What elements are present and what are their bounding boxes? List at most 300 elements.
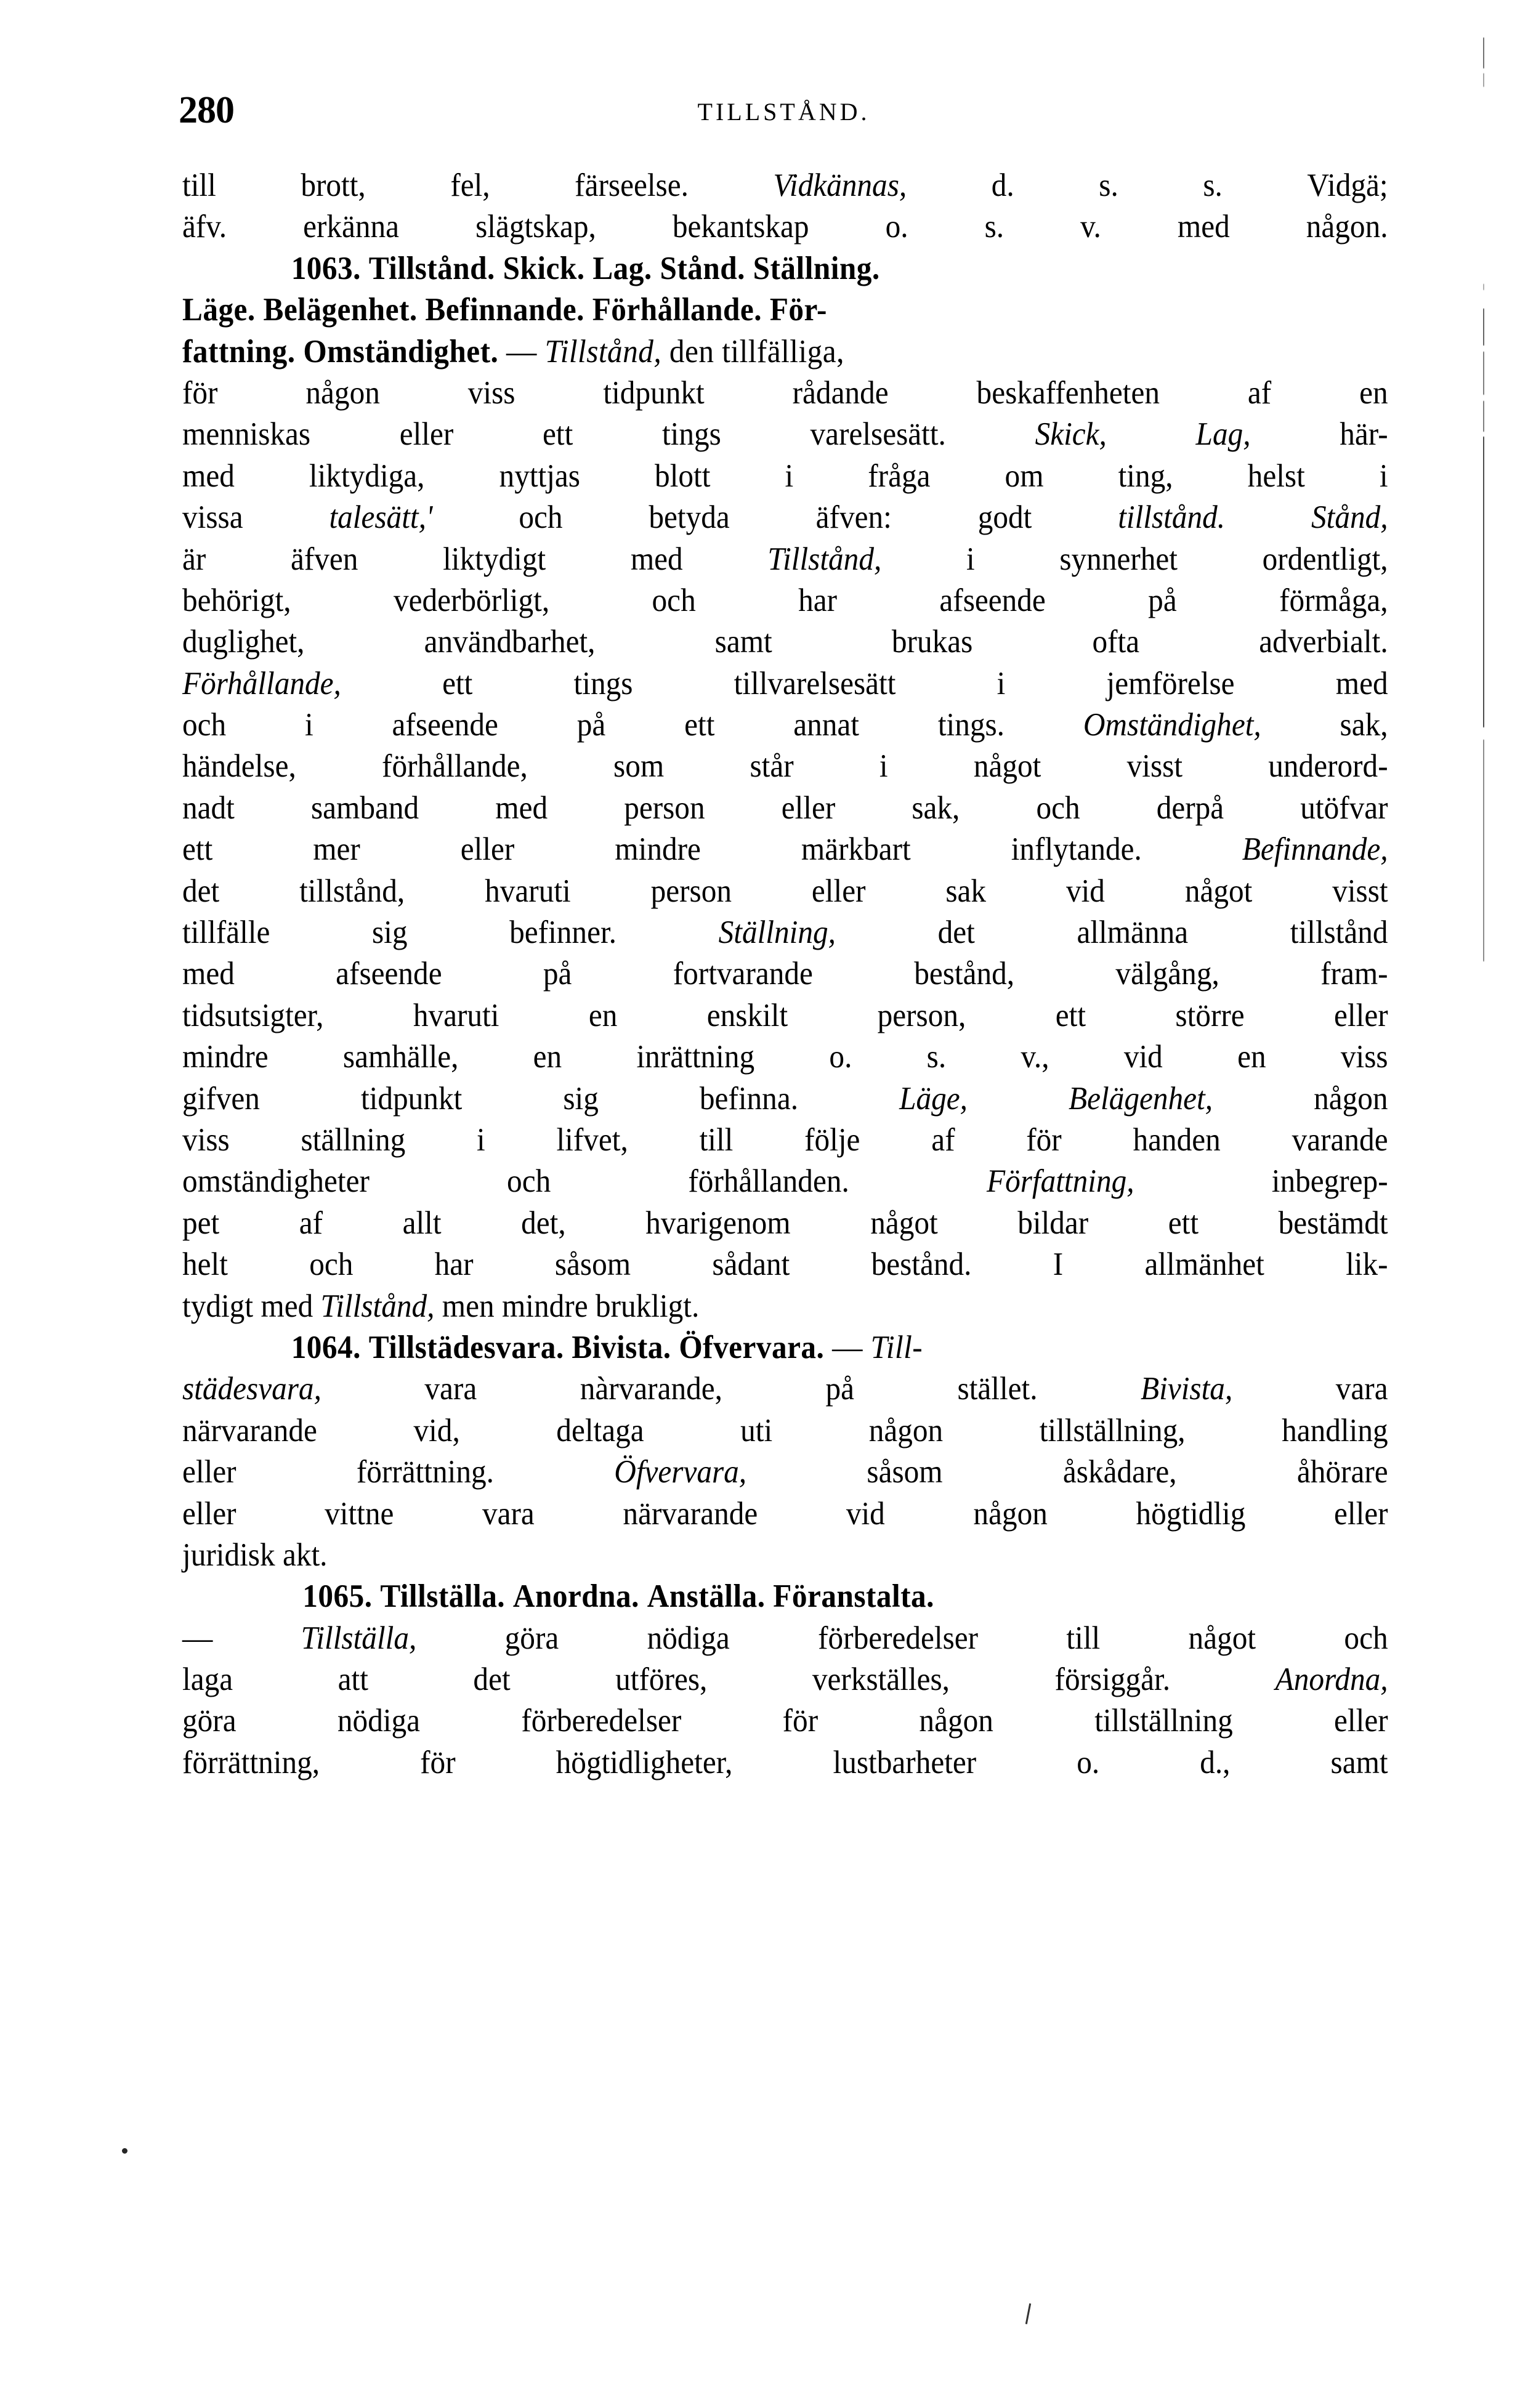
text-line bbox=[182, 165, 1388, 206]
text-word: ordentligt, bbox=[1262, 541, 1388, 577]
text-word: med bbox=[630, 541, 683, 577]
text-word: som bbox=[613, 748, 665, 785]
text-word: uti bbox=[740, 1412, 773, 1448]
text-word: nödiga bbox=[647, 1620, 730, 1656]
text-word: viss bbox=[467, 374, 515, 411]
text-word: d. bbox=[991, 168, 1014, 203]
text-word: ett bbox=[1055, 997, 1086, 1033]
running-head-title: TILLSTÅND. bbox=[697, 98, 870, 126]
text-word: lifvet, bbox=[556, 1121, 628, 1158]
text-word: fattning. bbox=[182, 333, 296, 370]
text-word: Belägenhet. bbox=[263, 292, 418, 328]
text-line bbox=[182, 1036, 1388, 1078]
text-word: en bbox=[588, 997, 618, 1033]
text-word: pet bbox=[182, 1205, 220, 1241]
text-word: duglighet, bbox=[182, 624, 305, 660]
text-word: nyttjas bbox=[499, 458, 580, 494]
text-word: vid bbox=[846, 1495, 885, 1532]
text-word: det, bbox=[521, 1205, 566, 1241]
text-word: förmåga, bbox=[1279, 582, 1388, 618]
text-word: nadt bbox=[182, 790, 235, 826]
text-word: förberedelser bbox=[521, 1703, 682, 1739]
text-line bbox=[182, 953, 1388, 995]
text-word: hvaruti bbox=[485, 873, 571, 909]
text-word: utöfvar bbox=[1300, 790, 1388, 826]
text-line bbox=[182, 621, 1388, 663]
text-word: tings bbox=[573, 665, 633, 701]
text-word: den bbox=[669, 333, 714, 370]
text-word: vederbörligt, bbox=[393, 582, 550, 618]
text-word: behörigt, bbox=[182, 582, 291, 618]
text-word: äfv. bbox=[182, 209, 227, 245]
body-text-block bbox=[182, 165, 1388, 1784]
text-word: I bbox=[1053, 1246, 1064, 1283]
text-word: o. bbox=[1077, 1744, 1100, 1780]
text-word: godt bbox=[977, 499, 1032, 536]
text-word: Skick. bbox=[503, 250, 585, 286]
text-line bbox=[182, 580, 1388, 621]
text-word: någon bbox=[919, 1703, 993, 1739]
text-word: något bbox=[1184, 873, 1253, 909]
text-word: Öfvervara, bbox=[614, 1454, 747, 1490]
text-word: till bbox=[699, 1121, 734, 1158]
text-word: mindre bbox=[615, 831, 701, 868]
text-word: afseende bbox=[939, 582, 1046, 618]
text-word: på bbox=[543, 956, 572, 992]
text-word: brukas bbox=[891, 624, 973, 660]
margin-speck-artifact bbox=[122, 2148, 127, 2154]
text-word: person bbox=[624, 790, 705, 826]
text-word: verkställes, bbox=[812, 1662, 950, 1698]
text-line bbox=[182, 456, 1388, 497]
text-word: Lag. bbox=[592, 250, 652, 286]
text-line bbox=[182, 1659, 1388, 1700]
text-word: ett bbox=[543, 416, 573, 453]
text-word: mindre bbox=[501, 1288, 588, 1324]
text-word: för bbox=[182, 374, 218, 411]
text-word: är bbox=[182, 541, 206, 577]
text-word: tillstånd. bbox=[1118, 499, 1226, 536]
text-word: inrättning bbox=[636, 1039, 755, 1075]
text-word: välgång, bbox=[1115, 956, 1219, 992]
text-word: med bbox=[1335, 665, 1388, 701]
text-line bbox=[182, 1120, 1388, 1161]
text-word: högtidlig bbox=[1136, 1495, 1246, 1532]
text-word: Förhållande, bbox=[182, 665, 341, 701]
text-word: tillställning bbox=[1094, 1703, 1233, 1739]
text-word: i bbox=[305, 707, 313, 743]
text-word: bestånd, bbox=[914, 956, 1015, 992]
text-word: det bbox=[937, 915, 975, 951]
text-word: tydigt bbox=[182, 1288, 254, 1324]
text-word: liktydigt bbox=[443, 541, 546, 577]
text-word: Belägenhet, bbox=[1069, 1080, 1213, 1117]
text-word: att bbox=[338, 1662, 368, 1698]
text-word: lik- bbox=[1346, 1246, 1388, 1283]
text-word: 1063. bbox=[291, 250, 361, 286]
text-word: liktydiga, bbox=[309, 458, 425, 494]
text-word: vid bbox=[1065, 873, 1105, 909]
text-word: sig bbox=[371, 915, 408, 951]
text-word: om bbox=[1005, 458, 1044, 494]
text-word: person bbox=[650, 873, 732, 909]
text-word: något bbox=[870, 1205, 938, 1241]
text-word: s. bbox=[984, 209, 1005, 245]
text-word: färseelse. bbox=[575, 168, 689, 203]
text-word: eller bbox=[1334, 1703, 1388, 1739]
text-line bbox=[182, 1244, 1388, 1285]
text-word: viss bbox=[182, 1121, 230, 1158]
text-word: hvaruti bbox=[413, 997, 499, 1033]
text-word: blott bbox=[655, 458, 711, 494]
text-word: eller bbox=[781, 790, 836, 826]
running-head bbox=[179, 91, 1386, 147]
text-word: något bbox=[973, 748, 1041, 785]
text-word: handling bbox=[1282, 1412, 1388, 1448]
text-line bbox=[182, 1327, 1304, 1368]
text-word: s. bbox=[1203, 168, 1223, 203]
text-word: tillstånd bbox=[1290, 915, 1388, 951]
text-word: Bivista, bbox=[1141, 1371, 1233, 1407]
text-word: tidpunkt bbox=[360, 1080, 463, 1117]
text-word: af bbox=[931, 1121, 955, 1158]
text-word: allmänna bbox=[1077, 915, 1189, 951]
text-word: Ställning, bbox=[718, 915, 836, 951]
text-word: göra bbox=[182, 1703, 236, 1739]
text-word: lustbarheter bbox=[833, 1744, 977, 1780]
text-word: Öfvervara. bbox=[679, 1329, 825, 1365]
text-word: nàrvarande, bbox=[580, 1371, 722, 1407]
text-word: samt bbox=[714, 624, 772, 660]
text-word: förberedelser bbox=[818, 1620, 979, 1656]
text-word: Ställning. bbox=[753, 250, 880, 286]
text-word: Vidkännas, bbox=[773, 168, 907, 203]
text-word: utföres, bbox=[615, 1662, 708, 1698]
text-word: brott, bbox=[301, 168, 366, 203]
text-word: sak, bbox=[1340, 707, 1388, 743]
text-line bbox=[182, 1535, 1304, 1576]
text-line bbox=[182, 1618, 1388, 1659]
text-word: person, bbox=[877, 997, 966, 1033]
text-word: handen bbox=[1133, 1121, 1221, 1158]
text-line bbox=[182, 414, 1388, 455]
text-word: och bbox=[1344, 1620, 1388, 1656]
text-line bbox=[182, 248, 1304, 289]
text-word: bekantskap bbox=[672, 209, 809, 245]
text-word: med bbox=[495, 790, 548, 826]
text-word: befinner. bbox=[509, 915, 616, 951]
text-word: i bbox=[966, 541, 975, 577]
text-word: för bbox=[782, 1703, 819, 1739]
text-word: förhållande, bbox=[382, 748, 528, 785]
text-line bbox=[182, 373, 1388, 414]
text-word: annat bbox=[793, 707, 859, 743]
text-word: akt. bbox=[282, 1537, 328, 1573]
text-word: enskilt bbox=[706, 997, 788, 1033]
text-word: med bbox=[182, 458, 235, 494]
text-word: vara bbox=[482, 1495, 535, 1532]
text-word: vid bbox=[1123, 1039, 1163, 1075]
text-word: händelse, bbox=[182, 748, 296, 785]
text-word: af bbox=[1247, 374, 1272, 411]
text-word: Tillstånd, bbox=[767, 541, 882, 577]
text-word: samt bbox=[1330, 1744, 1388, 1780]
text-word: i bbox=[879, 748, 888, 785]
text-word: ett bbox=[442, 665, 473, 701]
text-word: s. bbox=[926, 1039, 947, 1075]
text-word: följe bbox=[804, 1121, 860, 1158]
text-word: Tillstånd, bbox=[320, 1288, 435, 1324]
text-word: Befinnande, bbox=[1242, 831, 1388, 868]
text-word: tidpunkt bbox=[603, 374, 705, 411]
text-word: bestämdt bbox=[1278, 1205, 1388, 1241]
text-word: tillfälliga, bbox=[722, 333, 844, 370]
text-word: Författning, bbox=[986, 1163, 1134, 1200]
text-word: betyda bbox=[649, 499, 730, 536]
text-word: Tillstånd. bbox=[368, 250, 495, 286]
text-word: eller bbox=[399, 416, 454, 453]
text-word: sak, bbox=[912, 790, 960, 826]
text-word: Stånd. bbox=[660, 250, 745, 286]
text-word: d., bbox=[1200, 1744, 1231, 1780]
text-word: har bbox=[798, 582, 838, 618]
text-word: stället. bbox=[957, 1371, 1038, 1407]
text-word: tidsutsigter, bbox=[182, 997, 324, 1033]
text-word: har bbox=[434, 1246, 474, 1283]
text-word: allmänhet bbox=[1144, 1246, 1264, 1283]
text-word: tillvarelsesätt bbox=[734, 665, 896, 701]
text-line bbox=[182, 1452, 1388, 1493]
text-word: och bbox=[1036, 790, 1080, 826]
text-word: vid, bbox=[413, 1412, 460, 1448]
text-word: en bbox=[1237, 1039, 1266, 1075]
text-word: Tillstädesvara. bbox=[368, 1329, 564, 1365]
text-word: en bbox=[1359, 374, 1388, 411]
text-word: afseende bbox=[336, 956, 442, 992]
text-word: närvarande bbox=[623, 1495, 758, 1532]
text-word: vissa bbox=[182, 499, 243, 536]
text-line bbox=[182, 1078, 1388, 1120]
text-word: Vidgä; bbox=[1307, 168, 1388, 203]
text-word: fram- bbox=[1320, 956, 1388, 992]
text-word: till bbox=[1066, 1620, 1101, 1656]
text-word: åhörare bbox=[1296, 1454, 1388, 1490]
text-word: användbarhet, bbox=[424, 624, 596, 660]
text-line bbox=[182, 1576, 1304, 1617]
text-word: men bbox=[442, 1288, 495, 1324]
text-word: förrättning, bbox=[182, 1744, 320, 1780]
text-word: på bbox=[1148, 582, 1177, 618]
text-word: större bbox=[1175, 997, 1245, 1033]
text-word: — bbox=[832, 1329, 863, 1365]
text-word: för bbox=[420, 1744, 456, 1780]
text-word: Skick, bbox=[1035, 416, 1107, 453]
text-word: Tillställa, bbox=[301, 1620, 417, 1656]
text-word: erkänna bbox=[303, 209, 400, 245]
text-word: en bbox=[533, 1039, 562, 1075]
text-word: — bbox=[506, 333, 537, 370]
text-word: förrättning. bbox=[356, 1454, 494, 1490]
text-word: äfven: bbox=[815, 499, 892, 536]
text-word: tillställning, bbox=[1039, 1412, 1186, 1448]
text-word: ställning bbox=[301, 1121, 406, 1158]
text-word: Bivista. bbox=[572, 1329, 671, 1365]
text-word: med bbox=[1177, 209, 1230, 245]
text-line bbox=[182, 746, 1388, 787]
text-word: fel, bbox=[450, 168, 490, 203]
text-word: här- bbox=[1340, 416, 1388, 453]
text-word: synnerhet bbox=[1059, 541, 1178, 577]
text-word: Föranstalta. bbox=[773, 1578, 934, 1615]
text-word: tings. bbox=[937, 707, 1005, 743]
text-word: försiggår. bbox=[1054, 1662, 1171, 1698]
text-word: adverbialt. bbox=[1259, 624, 1388, 660]
text-line bbox=[182, 497, 1388, 538]
text-word: för bbox=[1026, 1121, 1062, 1158]
text-word: Läge. bbox=[182, 292, 256, 328]
text-word: varelsesätt. bbox=[810, 416, 946, 453]
text-word: eller bbox=[460, 831, 515, 868]
text-word: — bbox=[182, 1620, 213, 1656]
text-word: Anordna, bbox=[1275, 1662, 1388, 1698]
text-word: underord- bbox=[1268, 748, 1388, 785]
text-word: sådant bbox=[712, 1246, 790, 1283]
text-word: någon bbox=[305, 374, 380, 411]
text-word: jemförelse bbox=[1106, 665, 1235, 701]
text-word: ett bbox=[182, 831, 213, 868]
text-line bbox=[182, 1203, 1388, 1244]
text-word: Omständighet, bbox=[1083, 707, 1261, 743]
text-word: allt bbox=[402, 1205, 442, 1241]
text-word: ofta bbox=[1092, 624, 1140, 660]
text-word: vara bbox=[424, 1371, 477, 1407]
text-word: juridisk bbox=[182, 1537, 275, 1573]
text-word: till bbox=[182, 168, 216, 203]
text-word: något bbox=[1188, 1620, 1256, 1656]
text-line bbox=[182, 912, 1388, 953]
text-word: högtidligheter, bbox=[556, 1744, 733, 1780]
text-word: Anordna. bbox=[512, 1578, 639, 1615]
text-word: märkbart bbox=[801, 831, 911, 868]
text-word: sig bbox=[563, 1080, 599, 1117]
text-word: såsom bbox=[867, 1454, 943, 1490]
text-word: o. bbox=[885, 209, 908, 245]
text-word: Omständighet. bbox=[303, 333, 499, 370]
text-line bbox=[182, 663, 1388, 705]
text-word: eller bbox=[811, 873, 866, 909]
text-word: fråga bbox=[868, 458, 931, 494]
text-word: tillstånd, bbox=[299, 873, 405, 909]
text-word: bestånd. bbox=[871, 1246, 972, 1283]
text-word: Till- bbox=[870, 1329, 923, 1365]
text-word: mer bbox=[313, 831, 360, 868]
text-word: någon bbox=[1314, 1080, 1388, 1117]
text-line bbox=[182, 788, 1388, 829]
text-word: af bbox=[299, 1205, 323, 1241]
text-word: med bbox=[182, 956, 235, 992]
text-word: förhållanden. bbox=[688, 1163, 849, 1200]
text-word: visst bbox=[1126, 748, 1183, 785]
text-word: samhälle, bbox=[342, 1039, 459, 1075]
text-line bbox=[182, 1286, 1304, 1327]
text-word: Läge, bbox=[899, 1080, 968, 1117]
text-word: s. bbox=[1099, 168, 1118, 203]
text-word: Stånd, bbox=[1311, 499, 1388, 536]
text-word: 1065. bbox=[302, 1578, 373, 1615]
text-word: någon bbox=[973, 1495, 1048, 1532]
text-word: o. bbox=[829, 1039, 852, 1075]
text-word: och bbox=[507, 1163, 551, 1200]
text-word: Lag, bbox=[1195, 416, 1251, 453]
text-word: deltaga bbox=[556, 1412, 644, 1448]
text-word: såsom bbox=[554, 1246, 631, 1283]
text-word: inflytande. bbox=[1011, 831, 1142, 868]
text-word: tings bbox=[661, 416, 721, 453]
text-word: och bbox=[309, 1246, 354, 1283]
text-word: göra bbox=[504, 1620, 559, 1656]
text-line bbox=[182, 289, 1304, 331]
text-word: rådande bbox=[792, 374, 889, 411]
text-word: bildar bbox=[1017, 1205, 1089, 1241]
text-word: någon bbox=[868, 1412, 944, 1448]
text-word: med bbox=[261, 1288, 313, 1324]
text-line bbox=[182, 1161, 1388, 1202]
text-line bbox=[182, 705, 1388, 746]
text-word: eller bbox=[182, 1454, 236, 1490]
text-word: tillfälle bbox=[182, 915, 270, 951]
text-word: i bbox=[477, 1121, 485, 1158]
text-word: samband bbox=[310, 790, 419, 826]
text-line bbox=[182, 331, 1304, 373]
text-word: eller bbox=[1334, 1495, 1388, 1532]
text-word: närvarande bbox=[182, 1412, 317, 1448]
text-word: fortvarande bbox=[673, 956, 813, 992]
text-word: talesätt,' bbox=[329, 499, 433, 536]
text-word: Tillstånd, bbox=[544, 333, 662, 370]
text-word: helst bbox=[1247, 458, 1305, 494]
text-word: Anställa. bbox=[647, 1578, 766, 1615]
text-word: visst bbox=[1332, 873, 1388, 909]
text-word: i bbox=[1379, 458, 1388, 494]
text-word: gifven bbox=[182, 1080, 260, 1117]
text-word: Tillställa. bbox=[380, 1578, 506, 1615]
text-word: afseende bbox=[392, 707, 498, 743]
text-word: mindre bbox=[182, 1039, 269, 1075]
text-word: i bbox=[785, 458, 794, 494]
bottom-tick-artifact bbox=[1025, 2303, 1031, 2324]
text-word: eller bbox=[182, 1495, 236, 1532]
text-word: äfven bbox=[290, 541, 358, 577]
page-number: 280 bbox=[179, 89, 234, 131]
text-word: och bbox=[182, 707, 227, 743]
text-word: vara bbox=[1335, 1371, 1388, 1407]
text-word: brukligt. bbox=[595, 1288, 700, 1324]
text-line bbox=[182, 1493, 1388, 1535]
text-word: det bbox=[182, 873, 220, 909]
text-word: slägtskap, bbox=[475, 209, 596, 245]
text-line bbox=[182, 539, 1388, 580]
text-word: v., bbox=[1021, 1039, 1049, 1075]
text-line bbox=[182, 206, 1388, 248]
text-word: det bbox=[473, 1662, 511, 1698]
text-word: på bbox=[825, 1371, 855, 1407]
text-line bbox=[182, 1700, 1388, 1742]
text-word: någon. bbox=[1306, 209, 1388, 245]
text-word: åskådare, bbox=[1062, 1454, 1177, 1490]
text-line bbox=[182, 1368, 1388, 1410]
text-word: och bbox=[652, 582, 696, 618]
text-word: befinna. bbox=[699, 1080, 799, 1117]
